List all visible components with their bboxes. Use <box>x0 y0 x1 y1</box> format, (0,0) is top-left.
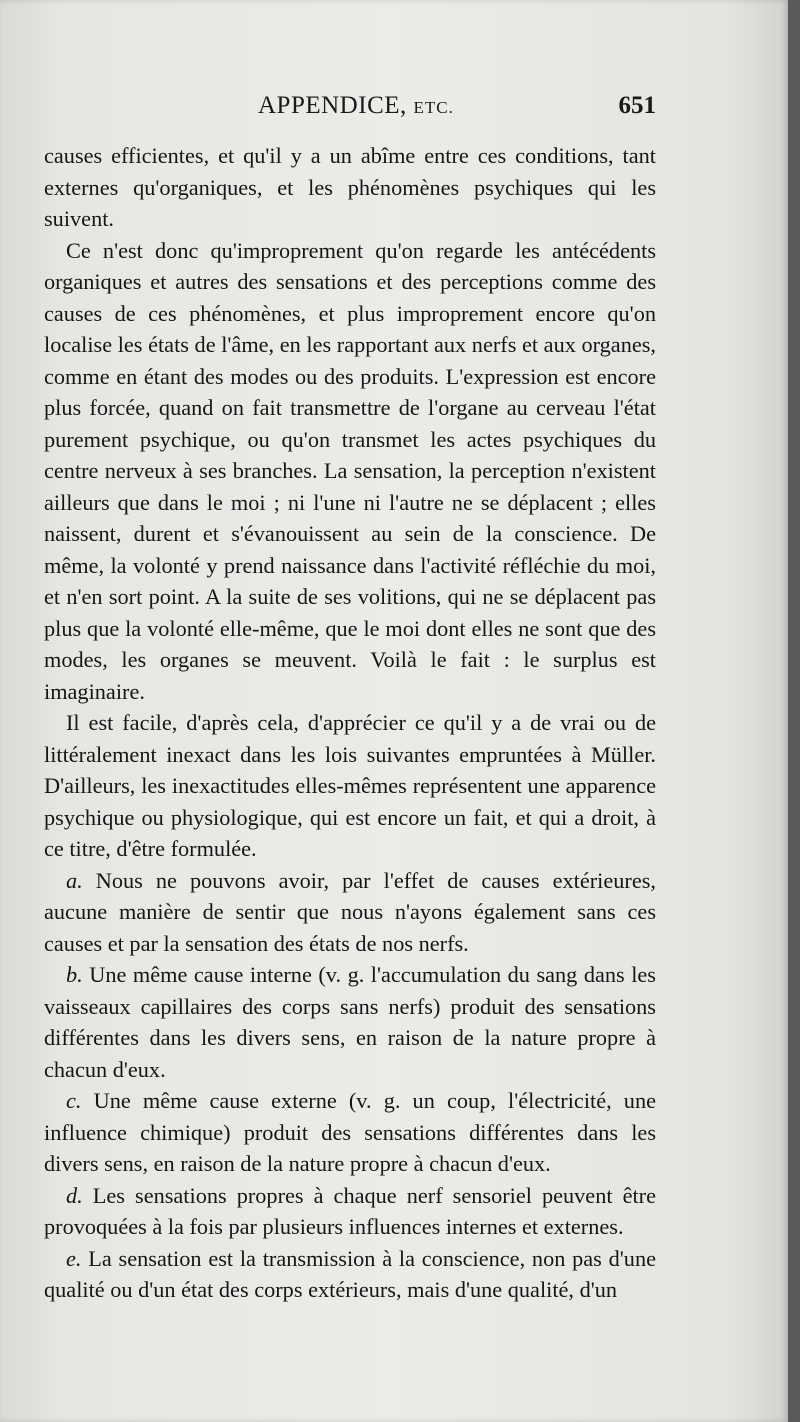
law-item: d. Les sensations propres à chaque nerf sensoriel peuvent être provoquées à la fois par plusieurs influences internes et externes. <box>44 1182 656 1239</box>
page-body <box>44 140 656 1306</box>
running-title: APPENDICE, ETC. <box>258 92 454 119</box>
law-item-label: a. <box>66 867 83 893</box>
law-item-label: c. <box>66 1088 82 1113</box>
law-item: a. Nous ne pouvons avoir, par l'effet de causes extérieures, aucune manière de sentir que nous n'ayons également sans ces causes et par la sensation des états de nos nerfs. <box>44 867 656 956</box>
law-item: c. Une même cause externe (v. g. un coup, l'électricité, une influence chimique) produit des sensations différentes dans les divers sens, en raison de la nature propre à chacun d'eux. <box>44 1088 656 1176</box>
paragraph: Ce n'est donc qu'improprement qu'on regarde les antécédents organiques et autres des sensations et des perceptions comme des causes de ces phénomènes, et plus improprement encore qu'on localise les états de l'âme, en les rapportant aux nerfs et aux organes, comme en étant des modes ou des produits. L'expression est encore plus forcée, quand on fait transmettre de l'organe au cerveau l'état purement psychique, ou qu'on transmet les actes psychiques du centre nerveux à ses branches. La sensation, la perception n'existent ailleurs que dans le moi ; ni l'une ni l'autre ne se déplacent ; elles naissent, durent et s'évanouissent au sein de la conscience. De même, la volonté y prend naissance dans l'activité réfléchie du moi, et n'en sort point. A la suite de ses volitions, qui ne se déplacent pas plus que la volonté elle-même, que le moi dont elles ne sont que des modes, les organes se meuvent. Voilà le fait : le surplus est imaginaire. <box>44 237 656 704</box>
law-item-label: b. <box>66 962 83 987</box>
paragraph-continuation: causes efficientes, et qu'il y a un abîme entre ces conditions, tant externes qu'organiques, et les phénomènes psychiques qui les suivent. <box>44 143 656 231</box>
paragraph: Il est facile, d'après cela, d'apprécier ce qu'il y a de vrai ou de littéralement inexact dans les lois suivantes empruntées à Müller. D'ailleurs, les inexactitudes elles-mêmes représentent une apparence psychique ou physiologique, qui est encore un fait, et qui a droit, à ce titre, d'être formulée. <box>44 710 656 861</box>
law-item-label: d. <box>66 1182 83 1208</box>
law-item-label: e. <box>66 1245 82 1271</box>
running-header <box>44 92 656 126</box>
page-number: 651 <box>618 92 656 119</box>
law-item: e. La sensation est la transmission à la conscience, non pas d'une qualité ou d'un état des corps extérieurs, mais d'une qualité, d'un <box>44 1245 656 1302</box>
law-item: b. Une même cause interne (v. g. l'accumulation du sang dans les vaisseaux capillaires des corps sans nerfs) produit des sensations différentes dans les divers sens, en raison de la nature propre à chacun d'eux. <box>44 962 656 1082</box>
